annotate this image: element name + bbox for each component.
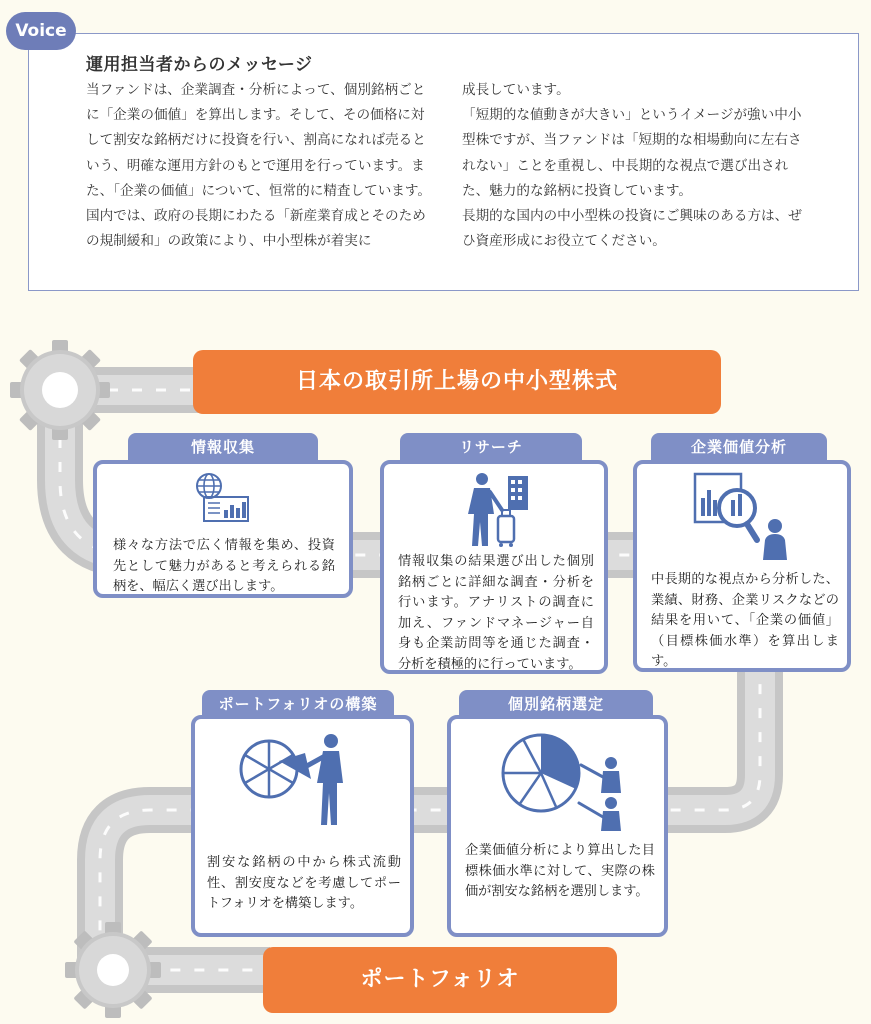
magnifier-chart-person-icon — [691, 470, 791, 562]
voice-paragraph: 成長しています。 — [462, 82, 570, 98]
step-title: 個別銘柄選定 — [459, 690, 653, 718]
voice-paragraph: 国内では、政府の長期にわたる「新産業育成とそのための規制緩和」の政策により、中小型株が着実に — [86, 208, 426, 250]
bottom-banner: ポートフォリオ — [263, 947, 617, 1013]
step-card-info-gathering — [93, 460, 353, 598]
voice-tag: Voice — [6, 12, 76, 50]
person-walking-building-icon — [460, 470, 532, 550]
step-card-portfolio-construction — [191, 715, 414, 937]
voice-paragraph: 当ファンドは、企業調査・分析によって、個別銘柄ごとに「企業の価値」を算出します。そして、その価格に対して割安な銘柄だけに投資を行い、割高になれば売るという、明確な運用方針のもとで運用を行っています。また、「企業の価値」について、恒常的に精査しています。 — [86, 82, 432, 199]
step-title: 情報収集 — [128, 433, 318, 461]
step-title: 企業価値分析 — [651, 433, 827, 461]
step-card-research — [380, 460, 608, 674]
step-description: 中長期的な視点から分析した、業績、財務、企業リスクなどの結果を用いて、「企業の価値」（目標株価水準）を算出します。 — [651, 572, 839, 669]
step-title: ポートフォリオの構築 — [202, 690, 394, 718]
step-title: リサーチ — [400, 433, 582, 461]
step-description: 割安な銘柄の中から株式流動性、割安度などを考慮してポートフォリオを構築します。 — [207, 855, 401, 911]
voice-left-column — [86, 78, 436, 254]
voice-right-column — [462, 78, 814, 254]
gear-icon — [65, 922, 161, 1018]
globe-chart-icon — [194, 472, 254, 524]
process-diagram — [0, 330, 871, 1024]
step-description: 情報収集の結果選び出した個別銘柄ごとに詳細な調査・分析を行います。アナリストの調査に加え、ファンドマネージャー自身も企業訪問等を通じた調査・分析を積極的に行っています。 — [398, 554, 594, 672]
pie-chart-people-icon — [499, 731, 623, 831]
voice-paragraph: 「短期的な値動きが大きい」というイメージが強い中小型株ですが、当ファンドは「短期的な相場動向に左右されない」ことを重視し、中長期的な視点で選び出された、魅力的な銘柄に投資しています。 — [462, 107, 802, 199]
gear-icon — [10, 340, 110, 440]
step-description: 企業価値分析により算出した目標株価水準に対して、実際の株価が割安な銘柄を選別します。 — [465, 843, 655, 899]
step-description: 様々な方法で広く情報を集め、投資先として魅力があると考えられる銘柄を、幅広く選び出します。 — [113, 538, 335, 594]
step-card-corporate-value-analysis — [633, 460, 851, 672]
person-building-pie-icon — [239, 731, 359, 829]
voice-title: 運用担当者からのメッセージ — [86, 55, 313, 75]
top-banner: 日本の取引所上場の中小型株式 — [193, 350, 721, 414]
step-card-individual-stock-selection — [447, 715, 668, 937]
voice-paragraph: 長期的な国内の中小型株の投資にご興味のある方は、ぜひ資産形成にお役立てください。 — [462, 208, 802, 250]
